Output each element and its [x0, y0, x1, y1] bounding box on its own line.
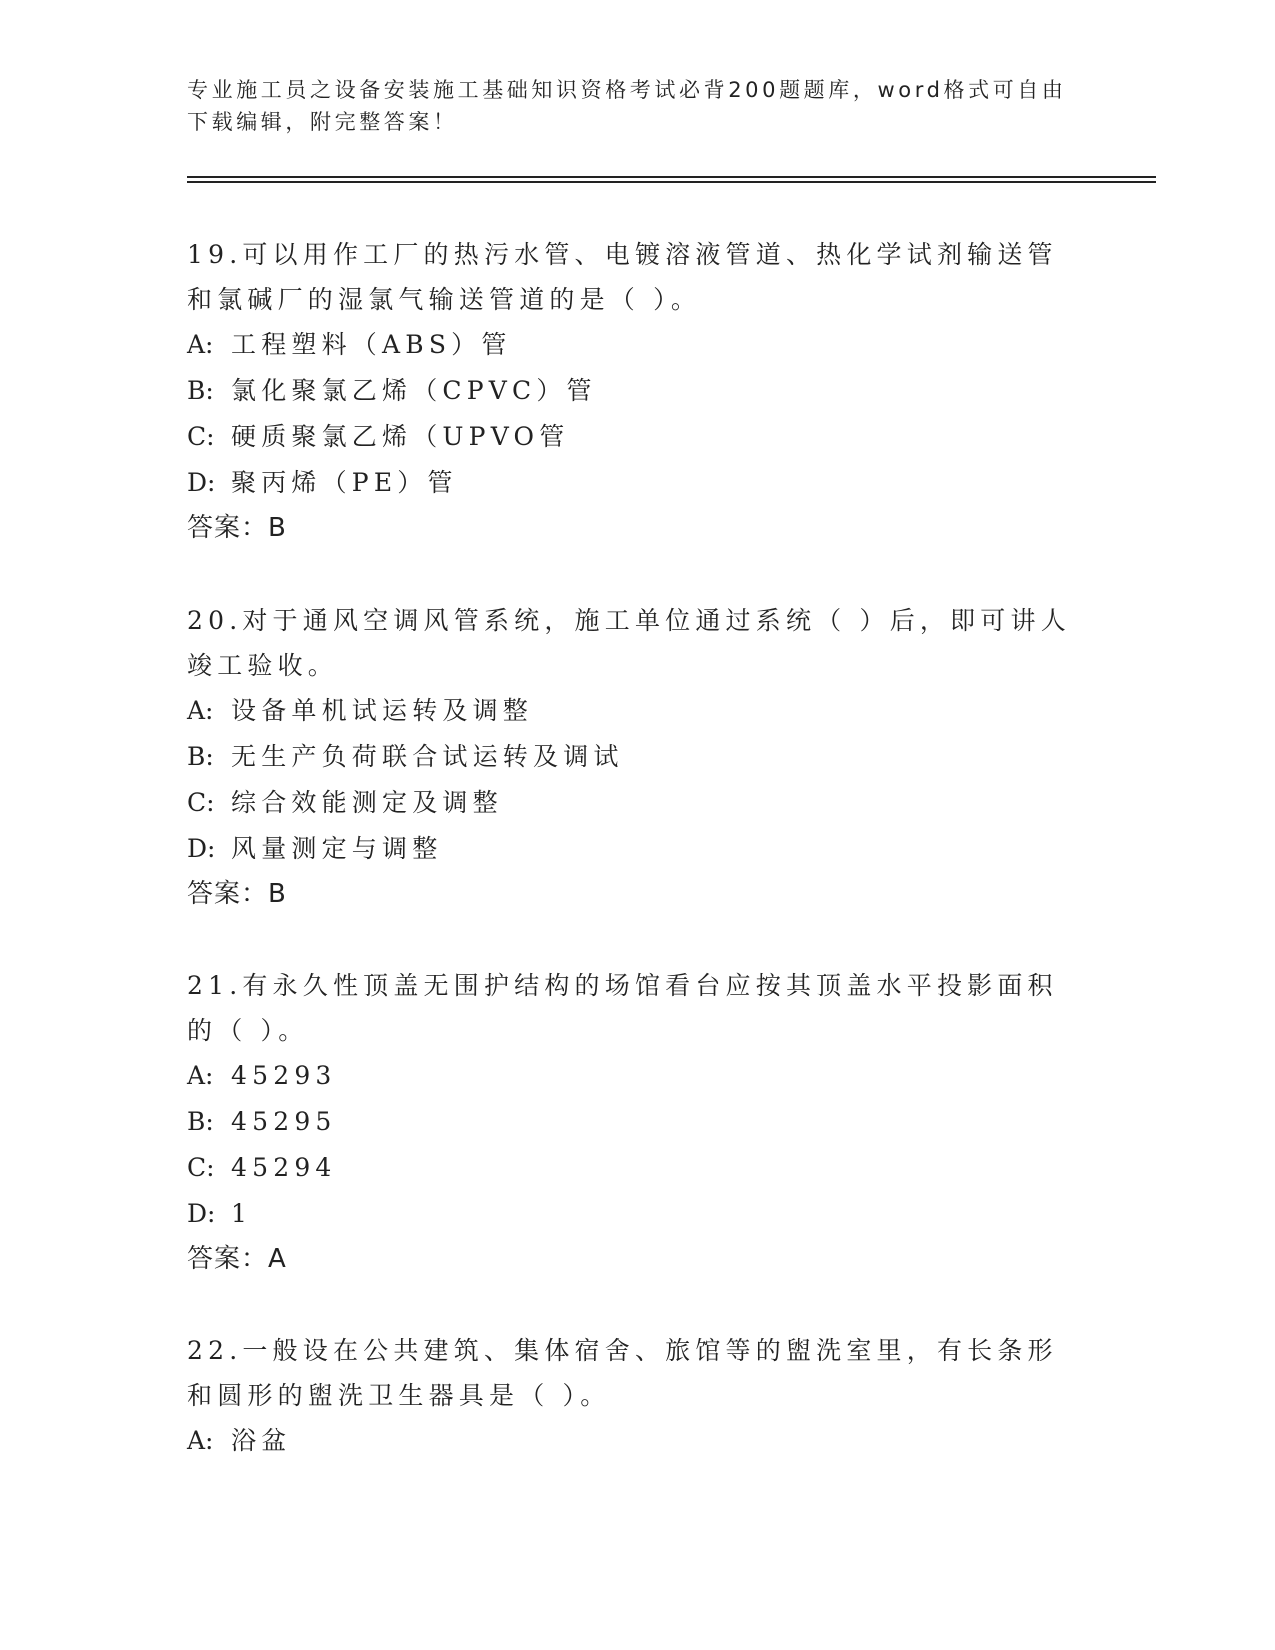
option-a [187, 688, 1087, 734]
option-d [187, 826, 1087, 872]
question-19 [187, 232, 1087, 551]
option-b [187, 1099, 1087, 1145]
option-a [187, 1418, 1087, 1464]
option-a [187, 322, 1087, 368]
header-divider-top [187, 176, 1156, 178]
option-text: 风量测定与调整 [231, 834, 443, 863]
document-header: 专业施工员之设备安装施工基础知识资格考试必背200题题库，word格式可自由下载编辑，附完整答案！ [187, 78, 1067, 134]
option-text: 设备单机试运转及调整 [231, 696, 534, 725]
option-letter: A: [187, 696, 214, 725]
option-text: 浴盆 [231, 1426, 292, 1455]
option-letter: D: [187, 468, 216, 497]
option-text: 综合效能测定及调整 [231, 788, 503, 817]
option-c [187, 1145, 1087, 1191]
option-letter: C: [187, 788, 215, 817]
option-letter: B: [187, 742, 214, 771]
option-c [187, 780, 1087, 826]
option-a [187, 1053, 1087, 1099]
option-text: 聚丙烯（PE）管 [231, 468, 458, 497]
question-text: 22.一般设在公共建筑、集体宿舍、旅馆等的盥洗室里，有长条形和圆形的盥洗卫生器具是（ ）。 [187, 1336, 1058, 1410]
question-21 [187, 963, 1087, 1282]
question-text: 21.有永久性顶盖无围护结构的场馆看台应按其顶盖水平投影面积的（ ）。 [187, 971, 1058, 1045]
question-text: 19.可以用作工厂的热污水管、电镀溶液管道、热化学试剂输送管和氯碱厂的湿氯气输送管道的是（ ）。 [187, 240, 1058, 314]
option-text: 工程塑料（ABS）管 [231, 330, 512, 359]
question-20 [187, 598, 1087, 917]
option-d [187, 1191, 1087, 1237]
answer: 答案：B [187, 879, 287, 909]
option-letter: C: [187, 1153, 215, 1182]
option-c [187, 414, 1087, 460]
option-d [187, 460, 1087, 506]
option-text: 氯化聚氯乙烯（CPVC）管 [231, 376, 597, 405]
option-letter: B: [187, 1107, 214, 1136]
option-b [187, 734, 1087, 780]
option-letter: B: [187, 376, 214, 405]
option-text: 无生产负荷联合试运转及调试 [231, 742, 624, 771]
option-text: 45295 [231, 1107, 337, 1136]
option-letter: A: [187, 330, 214, 359]
answer: 答案：A [187, 1244, 287, 1274]
option-letter: C: [187, 422, 215, 451]
option-letter: A: [187, 1426, 214, 1455]
option-letter: A: [187, 1061, 214, 1090]
option-text: 1 [231, 1199, 253, 1228]
option-b [187, 368, 1087, 414]
option-text: 硬质聚氯乙烯（UPVO管 [231, 422, 570, 451]
question-22 [187, 1328, 1087, 1464]
answer: 答案：B [187, 513, 287, 543]
option-letter: D: [187, 834, 216, 863]
question-text: 20.对于通风空调风管系统，施工单位通过系统（ ）后，即可讲人竣工验收。 [187, 606, 1071, 680]
option-text: 45293 [231, 1061, 337, 1090]
option-letter: D: [187, 1199, 216, 1228]
option-text: 45294 [231, 1153, 337, 1182]
header-divider-bottom [187, 181, 1156, 183]
